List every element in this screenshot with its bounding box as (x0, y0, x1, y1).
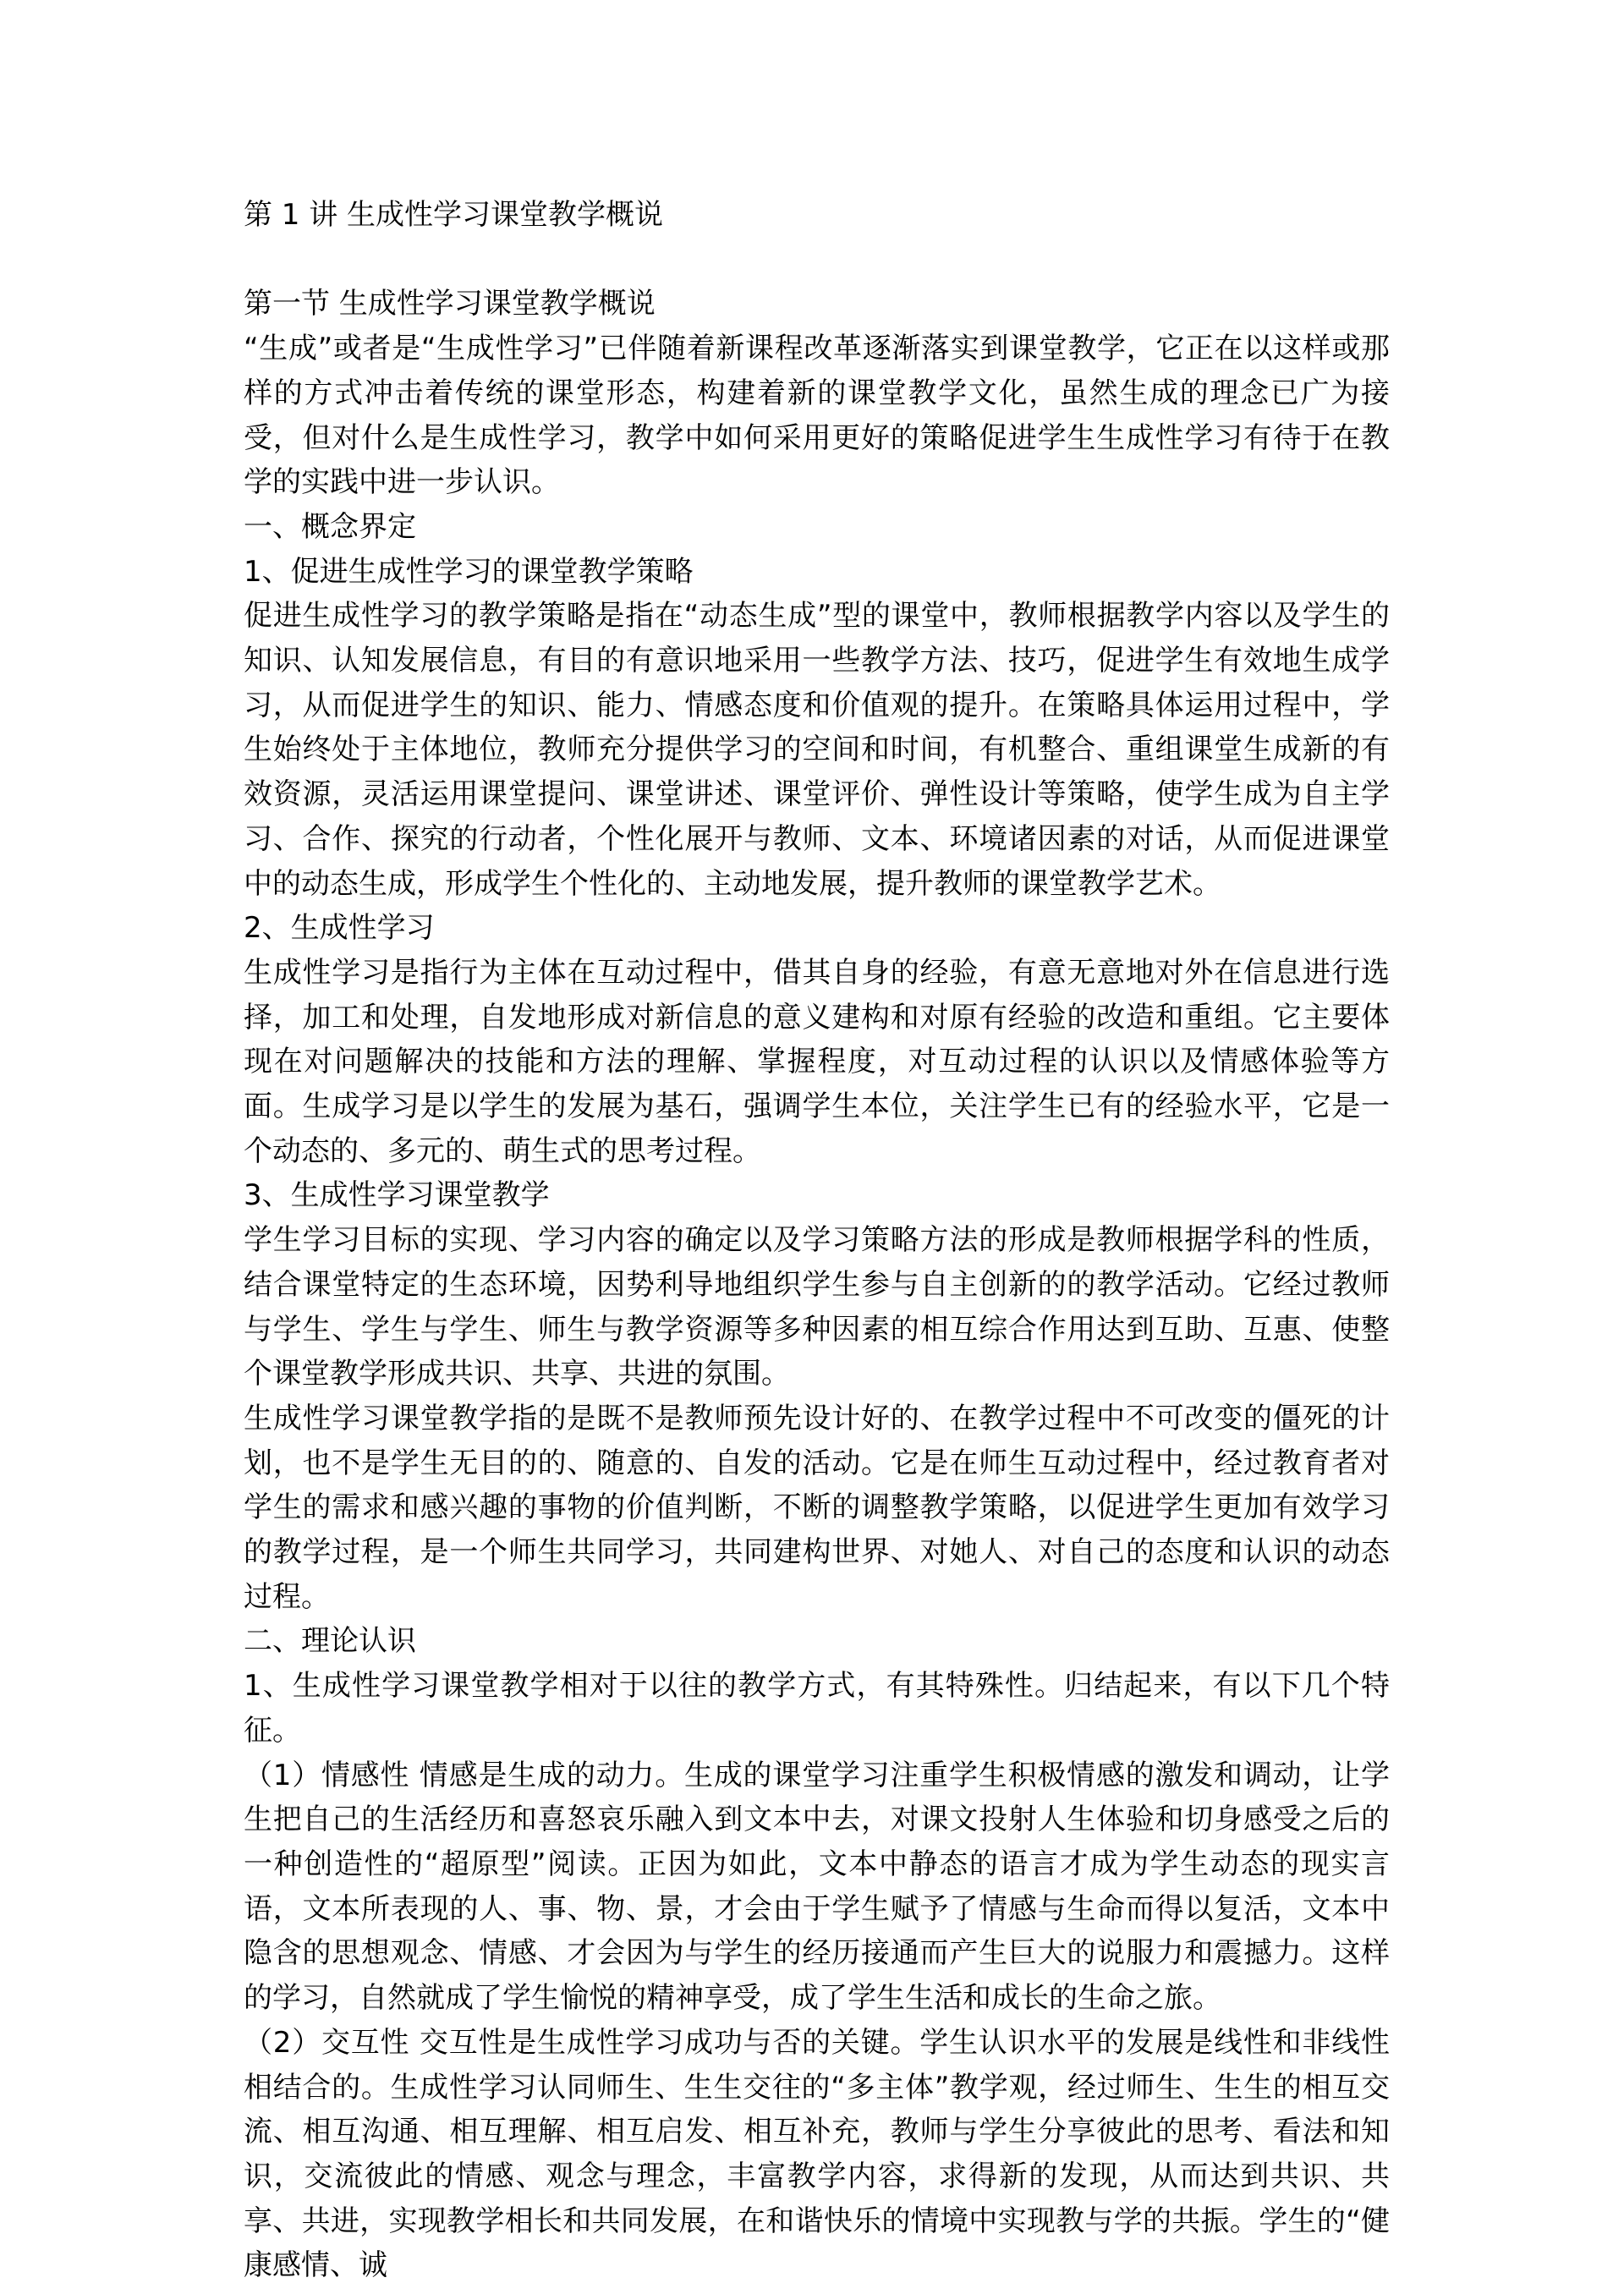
sub1-paragraph: 促进生成性学习的教学策略是指在“动态生成”型的课堂中，教师根据教学内容以及学生的知识、认知发展信息，有目的有意识地采用一些教学方法、技巧，促进学生有效地生成学习，从而促进学生的知识、能力、情感态度和价值观的提升。在策略具体运用过程中，学生始终处于主体地位，教师充分提供学习的空间和时间，有机整合、重组课堂生成新的有效资源，灵活运用课堂提问、课堂讲述、课堂评价、弹性设计等策略，使学生成为自主学习、合作、探究的行动者，个性化展开与教师、文本、环境诸因素的对话，从而促进课堂中的动态生成，形成学生个性化的、主动地发展，提升教师的课堂教学艺术。 (244, 599, 1390, 901)
part2-heading: 二、理论认识 (244, 1624, 416, 1659)
sub2-heading: 2、生成性学习 (244, 911, 435, 946)
feature-emotional: （1）情感性 情感是生成的动力。生成的课堂学习注重学生积极情感的激发和调动，让学生把自己的生活经历和喜怒哀乐融入到文本中去，对课文投射人生体验和切身感受之后的一种创造性的“超原型”阅读。正因为如此，文本中静态的语言才成为学生动态的现实言语，文本所表现的人、事、物、景，才会由于学生赋予了情感与生命而得以复活，文本中隐含的思想观念、情感、才会因为与学生的经历接通而产生巨大的说服力和震撼力。这样的学习，自然就成了学生愉悦的精神享受，成了学生生活和成长的生命之旅。 (244, 1758, 1390, 2016)
sub1-heading: 1、促进生成性学习的课堂教学策略 (244, 554, 694, 589)
sub3-paragraph-2: 生成性学习课堂教学指的是既不是教师预先设计好的、在教学过程中不可改变的僵死的计划，也不是学生无目的的、随意的、自发的活动。它是在师生互动过程中，经过教育者对学生的需求和感兴趣的事物的价值判断，不断的调整教学策略，以促进学生更加有效学习的教学过程，是一个师生共同学习，共同建构世界、对她人、对自己的态度和认识的动态过程。 (244, 1401, 1390, 1614)
part2-intro: 1、生成性学习课堂教学相对于以往的教学方式，有其特殊性。归结起来，有以下几个特征。 (244, 1669, 1390, 1748)
part1-heading: 一、概念界定 (244, 509, 416, 544)
feature-interactive: （2）交互性 交互性是生成性学习成功与否的关键。学生认识水平的发展是线性和非线性相结合的。生成性学习认同师生、生生交往的“多主体”教学观，经过师生、生生的相互交流、相互沟通、相互理解、相互启发、相互补充，教师与学生分享彼此的思考、看法和知识，交流彼此的情感、观念与理念，丰富教学内容，求得新的发现，从而达到共识、共享、共进，实现教学相长和共同发展，在和谐快乐的情境中实现教与学的共振。学生的“健康感情、诚 (244, 2025, 1390, 2283)
sub3-heading: 3、生成性学习课堂教学 (244, 1178, 550, 1213)
sub2-paragraph: 生成性学习是指行为主体在互动过程中，借其自身的经验，有意无意地对外在信息进行选择，加工和处理，自发地形成对新信息的意义建构和对原有经验的改造和重组。它主要体现在对问题解决的技能和方法的理解、掌握程度，对互动过程的认识以及情感体验等方面。生成学习是以学生的发展为基石，强调学生本位，关注学生已有的经验水平，它是一个动态的、多元的、萌生式的思考过程。 (244, 955, 1390, 1168)
intro-paragraph: “生成”或者是“生成性学习”已伴随着新课程改革逐渐落实到课堂教学，它正在以这样或那样的方式冲击着传统的课堂形态，构建着新的课堂教学文化，虽然生成的理念已广为接受，但对什么是生成性学习，教学中如何采用更好的策略促进学生生成性学习有待于在教学的实践中进一步认识。 (244, 332, 1390, 500)
sub3-paragraph-1: 学生学习目标的实现、学习内容的确定以及学习策略方法的形成是教师根据学科的性质，结合课堂特定的生态环境，因势利导地组织学生参与自主创新的的教学活动。它经过教师与学生、学生与学生、师生与教学资源等多种因素的相互综合作用达到互助、互惠、使整个课堂教学形成共识、共享、共进的氛围。 (244, 1223, 1390, 1391)
section-title: 第一节 生成性学习课堂教学概说 (244, 287, 656, 321)
document-page (244, 193, 1390, 2288)
document-title: 第 1 讲 生成性学习课堂教学概说 (244, 198, 664, 232)
